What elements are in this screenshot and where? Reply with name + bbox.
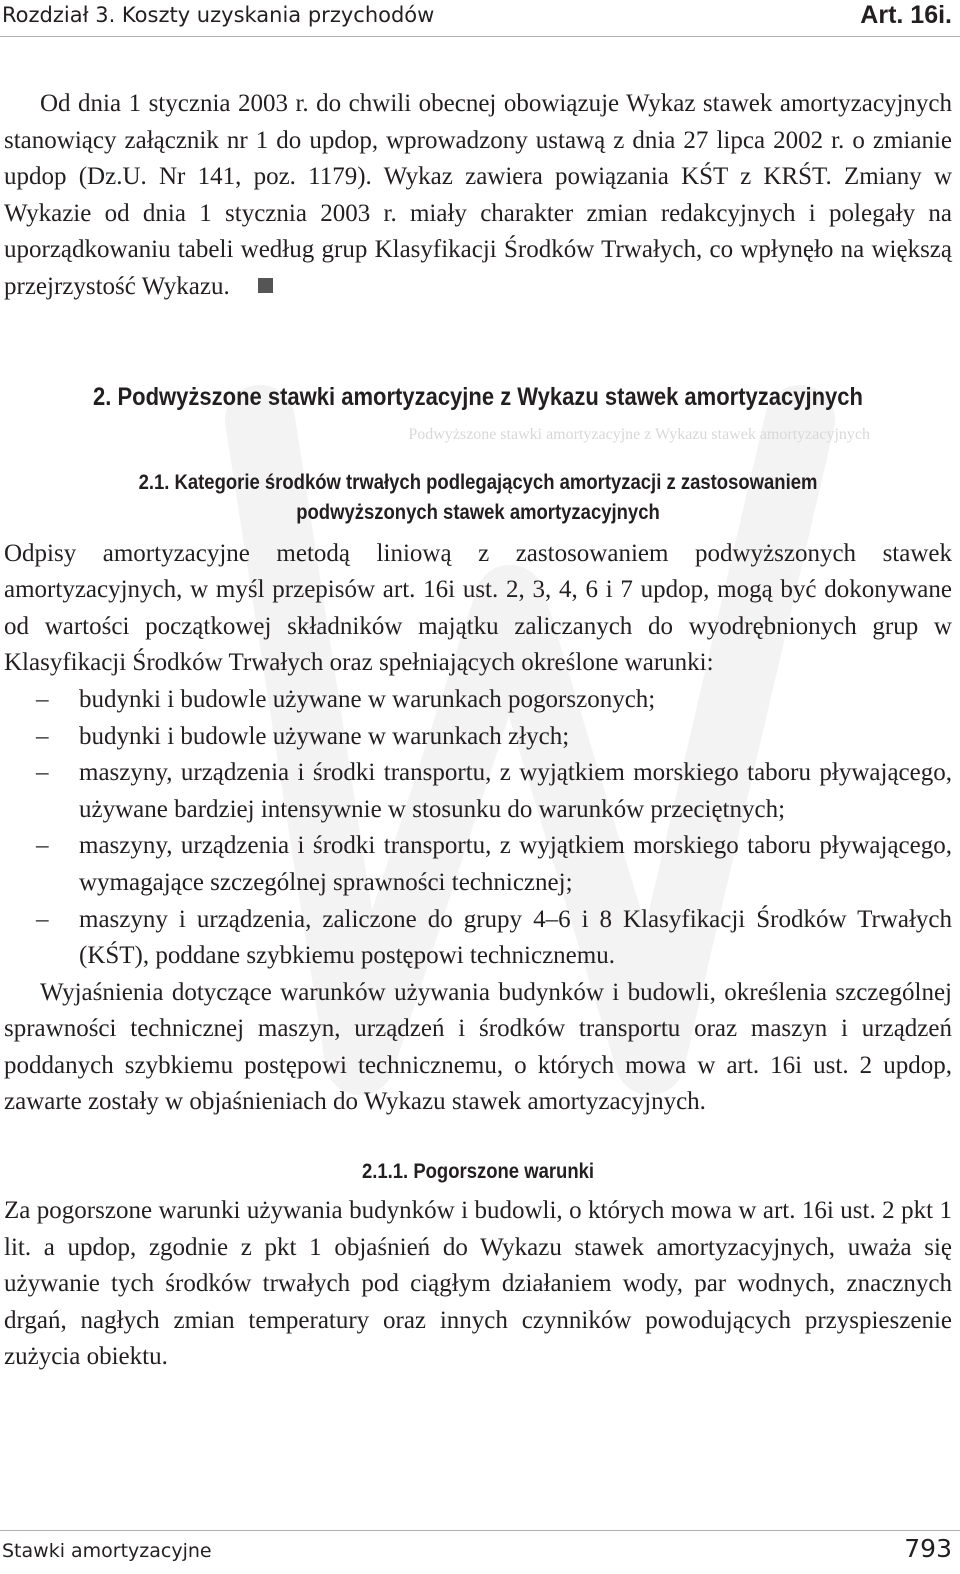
list-item-text: maszyny i urządzenia, zaliczone do grupy 4–6 i 8 Klasyfikacji Środków Trwałych (KŚT), poddane szybkiemu postępowi technicznemu. xyxy=(79,905,952,970)
closing-paragraph: Wyjaśnienia dotyczące warunków używania budynków i budowli, określenia szczególnej sprawności technicznej maszyn, urządzeń i środków transportu oraz maszyn i urządzeń poddanych szybkiemu postępowi technicznemu, o których mowa w art. 16i ust. 2 updop, zawarte zostały w objaśnieniach do Wykazu stawek amortyzacyjnych. xyxy=(4,978,952,1116)
subsection-heading xyxy=(61,468,895,528)
section-heading: 2. Podwyższone stawki amortyzacyjne z Wykazu stawek amortyzacyjnych xyxy=(93,382,863,411)
list-dash: – xyxy=(36,905,49,933)
list-dash: – xyxy=(36,685,49,713)
footer-divider xyxy=(0,1530,960,1531)
list-dash: – xyxy=(36,759,49,787)
list-item xyxy=(4,902,952,975)
page-content xyxy=(4,86,952,1376)
subsubsection-paragraph: Za pogorszone warunki używania budynków i budowli, o których mowa w art. 16i ust. 2 pkt 1 lit. a updop, zgodnie z pkt 1 objaśnień do Wykazu stawek amortyzacyjnych, uważa się używanie tych środków trwałych pod ciągłym działaniem wody, par wodnych, znacznych drgań, nagłych zmian temperatury oraz innych czynników powodujących przyspieszenie zużycia obiektu. xyxy=(4,1197,952,1371)
list-item-text: maszyny, urządzenia i środki transportu, z wyjątkiem morskiego taboru pływającego, używane bardziej intensywnie w stosunku do warunków przeciętnych; xyxy=(79,759,952,823)
subsection-heading-line2: podwyższonych stawek amortyzacyjnych xyxy=(296,500,660,524)
article-number: Art. 16i. xyxy=(860,1,952,29)
list-item-text: budynki i budowle używane w warunkach złych; xyxy=(79,722,570,750)
header-divider xyxy=(0,36,960,37)
list-item xyxy=(4,828,952,901)
chapter-title: Rozdział 3. Koszty uzyskania przychodów xyxy=(2,3,435,27)
intro-paragraph-text: Od dnia 1 stycznia 2003 r. do chwili obecnej obowiązuje Wykaz stawek amortyzacyjnych stanowiący załącznik nr 1 do updop, wprowadzony ustawą z dnia 27 lipca 2002 r. o zmianie updop (Dz.U. Nr 141, poz. 1179). Wykaz zawiera powiązania KŚT z KRŚT. Zmiany w Wykazie od dnia 1 stycznia 2003 r. miały charakter zmian redakcyjnych i polegały na uporządkowaniu tabeli według grup Klasyfikacji Środków Trwałych, co wpłynęło na większą przejrzystość Wykazu. xyxy=(4,90,952,300)
intro-paragraph xyxy=(4,86,952,306)
page-header xyxy=(0,0,960,34)
conditions-list xyxy=(4,682,952,975)
subsection-heading-line1: 2.1. Kategorie środków trwałych podlegających amortyzacji z zastosowaniem xyxy=(138,470,818,494)
end-of-section-marker xyxy=(258,278,273,293)
list-dash: – xyxy=(36,722,49,750)
list-item xyxy=(4,682,952,719)
book-title: Stawki amortyzacyjne xyxy=(2,1540,212,1562)
section-heading-ghost: Podwyższone stawki amortyzacyjne z Wykazu stawek amortyzacyjnych xyxy=(408,425,870,443)
list-dash: – xyxy=(36,832,49,860)
list-item xyxy=(4,719,952,756)
list-item-text: maszyny, urządzenia i środki transportu, z wyjątkiem morskiego taboru pływającego, wymagające szczególnej sprawności technicznej; xyxy=(79,832,952,896)
list-item xyxy=(4,755,952,828)
list-item-text: budynki i budowle używane w warunkach pogorszonych; xyxy=(79,685,656,713)
page-number: 793 xyxy=(904,1534,952,1563)
subsection-paragraph: Odpisy amortyzacyjne metodą liniową z zastosowaniem podwyższonych stawek amortyzacyjnych, w myśl przepisów art. 16i ust. 2, 3, 4, 6 i 7 updop, mogą być dokonywane od wartości początkowej składników majątku zaliczanych do wyodrębnionych grup w Klasyfikacji Środków Trwałych oraz spełniających określone warunki: xyxy=(4,539,952,677)
subsubsection-heading: 2.1.1. Pogorszone warunki xyxy=(361,1160,595,1184)
